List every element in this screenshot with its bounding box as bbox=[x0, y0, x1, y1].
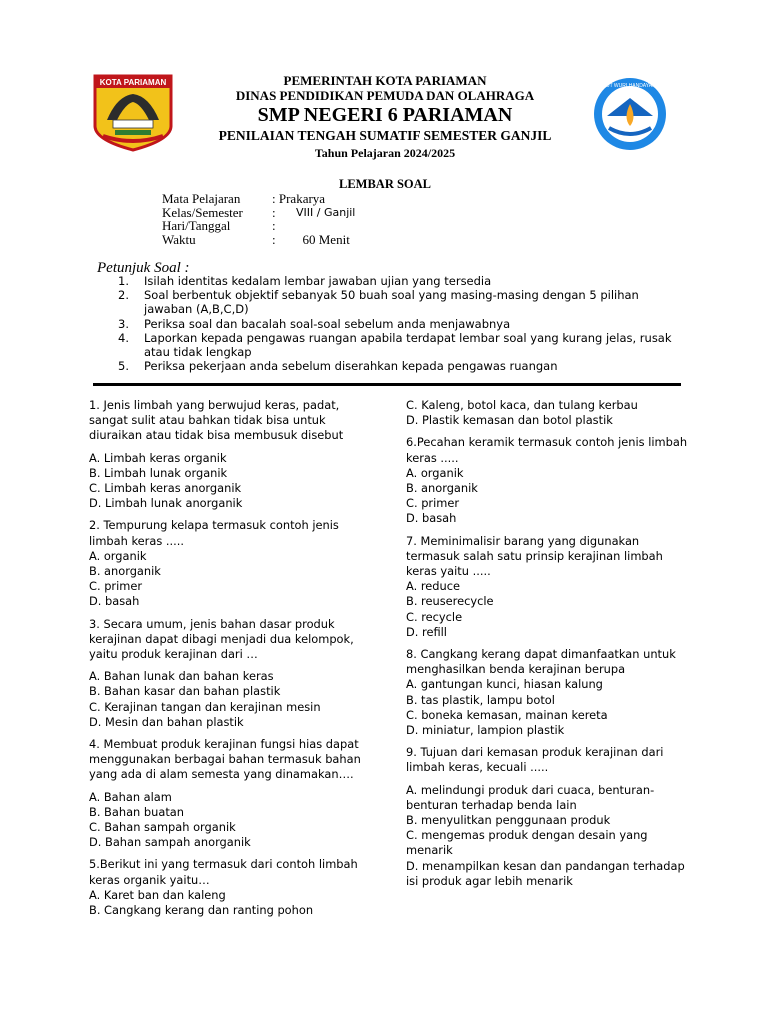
question-8: 8. Cangkang kerang dapat dimanfaatkan untuk menghasilkan benda kerajinan berupa A. gantungan kunci, hiasan kalung B. tas plastik, lampu botol C. boneka kemasan, mainan kereta D. miniatur, lampion plastik bbox=[406, 647, 676, 738]
divider bbox=[93, 383, 681, 386]
list-item: 3. Periksa soal dan bacalah soal-soal sebelum anda menjawabnya bbox=[118, 316, 511, 331]
exam-info bbox=[162, 192, 355, 246]
tut-wuri-handayani-logo bbox=[587, 76, 673, 152]
kota-pariaman-logo bbox=[93, 74, 173, 152]
questions-right-column bbox=[406, 398, 690, 889]
sheet-title: LEMBAR SOAL bbox=[338, 177, 432, 191]
question-4: 4. Membuat produk kerajinan fungsi hias dapat menggunakan berbagai bahan termasuk bahan yang ada di alam semesta yang dinamakan…. A. Bahan alam B. Bahan buatan C. Bahan sampah organik D. Bahan sampah anorganik bbox=[89, 737, 361, 850]
logo-left-label: KOTA PARIAMAN bbox=[99, 78, 167, 87]
list-item: 4. Laporkan kepada pengawas ruangan apabila terdapat lembar soal yang kurang jelas, rusak atau tidak lengkap bbox=[118, 330, 672, 360]
info-row: Hari/Tanggal : bbox=[162, 218, 276, 234]
header-line1: PEMERINTAH KOTA PARIAMAN bbox=[283, 73, 487, 88]
petunjuk-title: Petunjuk Soal : bbox=[97, 260, 190, 276]
question-3: 3. Secara umum, jenis bahan dasar produk kerajinan dapat dibagi menjadi dua kelompok, yaitu produk kerajinan dari … A. Bahan lunak dan bahan keras B. Bahan kasar dan bahan plastik C. Kerajinan tangan dan kerajinan mesin D. Mesin dan bahan plastik bbox=[89, 616, 354, 729]
list-item: 5. Periksa pekerjaan anda sebelum diserahkan kepada pengawas ruangan bbox=[118, 359, 558, 374]
info-row: Kelas/Semester : VIII / Ganjil bbox=[162, 204, 356, 220]
school-name: SMP NEGERI 6 PARIAMAN bbox=[257, 104, 513, 126]
question-5-cont: C. Kaleng, botol kaca, dan tulang kerbau D. Plastik kemasan dan botol plastik bbox=[406, 398, 638, 428]
question-7: 7. Meminimalisir barang yang digunakan termasuk salah satu prinsip kerajinan limbah keras yaitu ..... A. reduce B. reuserecycle C. recycle D. refill bbox=[406, 533, 663, 639]
academic-year: Tahun Pelajaran 2024/2025 bbox=[314, 146, 456, 160]
question-5: 5.Berikut ini yang termasuk dari contoh limbah keras organik yaitu… A. Karet ban dan kaleng B. Cangkang kerang dan ranting pohon bbox=[89, 857, 358, 918]
petunjuk-list bbox=[118, 274, 678, 373]
info-row: Waktu : 60 Menit bbox=[162, 231, 350, 247]
list-item: 1. Isilah identitas kedalam lembar jawaban ujian yang tersedia bbox=[118, 274, 492, 288]
question-6: 6.Pecahan keramik termasuk contoh jenis limbah keras ..... A. organik B. anorganik C. primer D. basah bbox=[406, 435, 688, 526]
questions-left-column bbox=[89, 398, 371, 918]
info-row: Mata Pelajaran : Prakarya bbox=[162, 191, 326, 206]
logo-right-label: TUT WURI HANDAYANI bbox=[602, 83, 658, 89]
list-item: 2. Soal berbentuk objektif sebanyak 50 buah soal yang masing-masing dengan 5 pilihan jawaban (A,B,C,D) bbox=[118, 288, 639, 317]
question-2: 2. Tempurung kelapa termasuk contoh jenis limbah keras ..... A. organik B. anorganik C. primer D. basah bbox=[89, 518, 339, 609]
question-1: 1. Jenis limbah yang berwujud keras, padat, sangat sulit atau bahkan tidak bisa untuk diuraikan atau tidak bisa membusuk disebut A. Limbah keras organik B. Limbah lunak organik C. Limbah keras anorganik D. Limbah lunak anorganik bbox=[89, 398, 344, 511]
exam-title: PENILAIAN TENGAH SUMATIF SEMESTER GANJIL bbox=[218, 128, 552, 143]
question-9: 9. Tujuan dari kemasan produk kerajinan dari limbah keras, kecuali ..... A. melindungi produk dari cuaca, benturan-benturan terhadap benda lain B. menyulitkan penggunaan produk C. mengemas produk dengan desain yang menarik D. menampilkan kesan dan pandangan terhadap isi produk agar lebih menarik bbox=[406, 745, 685, 888]
header-line2: DINAS PENDIDIKAN PEMUDA DAN OLAHRAGA bbox=[235, 88, 535, 103]
